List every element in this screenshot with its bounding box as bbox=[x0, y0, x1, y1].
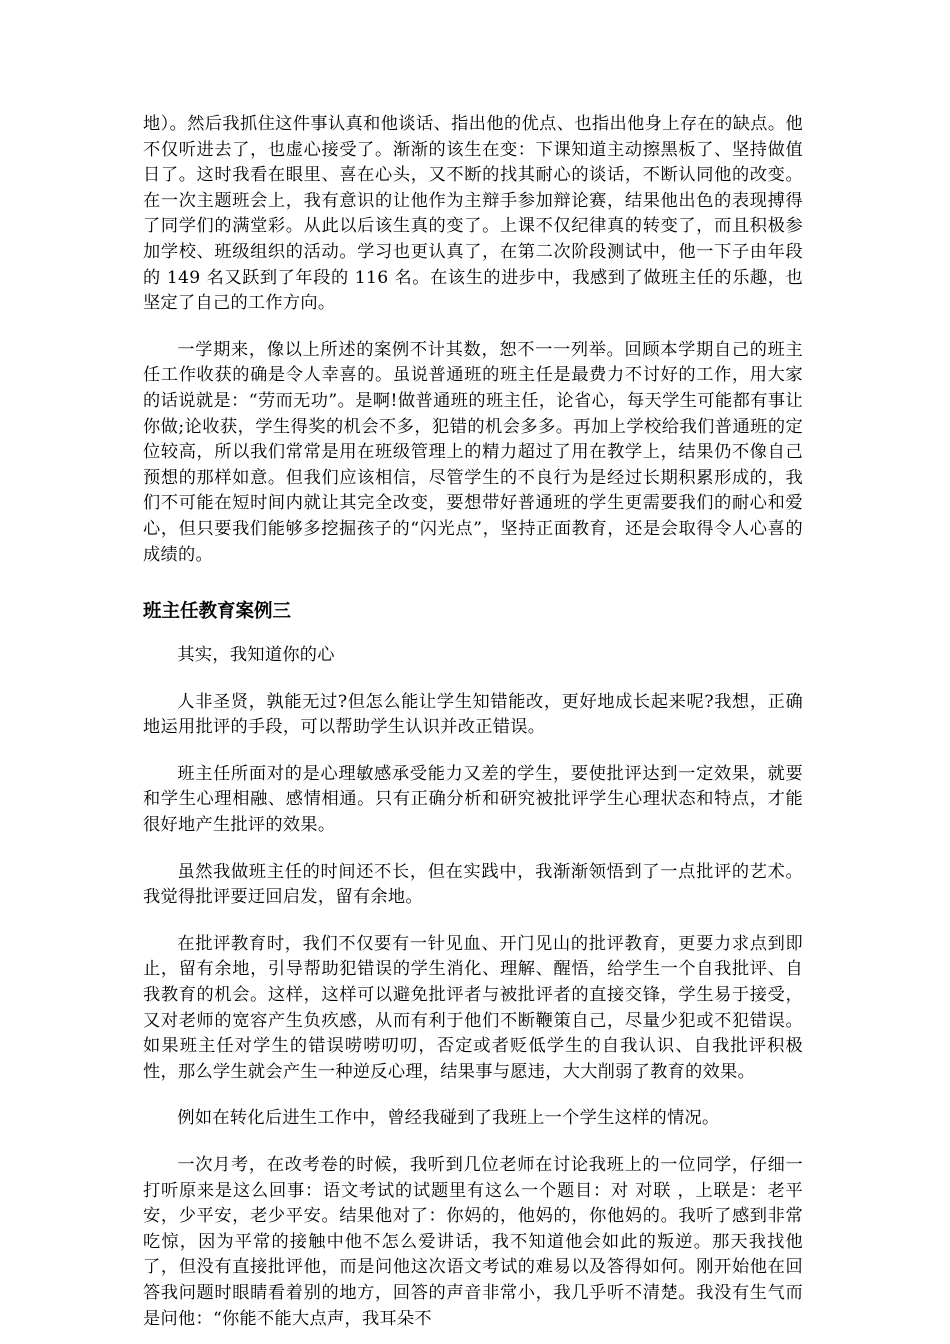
paragraph-summary: 一学期来，像以上所述的案例不计其数，恕不一一列举。回顾本学期自己的班主任工作收获的确是令人幸喜的。虽说普通班的班主任是最费力不讨好的工作，用大家的话说就是：“劳而无功”。是啊!做普通班的班主任，论省心，每天学生可能都有事让你做;论收获，学生得奖的机会不多，犯错的机会多多。再加上学校给我们普通班的定位较高，所以我们常常是用在班级管理上的精力超过了用在教学上，结果仍不像自己预想的那样如意。但我们应该相信，尽管学生的不良行为是经过长期积累形成的，我们不可能在短时间内就让其完全改变，要想带好普通班的学生更需要我们的耐心和爱心，但只要我们能够多挖掘孩子的“闪光点”，坚持正面教育，还是会取得令人心喜的成绩的。 bbox=[143, 339, 803, 565]
paragraph-intro: 人非圣贤，孰能无过?但怎么能让学生知错能改，更好地成长起来呢?我想，正确地运用批评的手段，可以帮助学生认识并改正错误。 bbox=[143, 691, 803, 738]
paragraph-psychology: 班主任所面对的是心理敏感承受能力又差的学生，要使批评达到一定效果，就要和学生心理相融、感情相通。只有正确分析和研究被批评学生心理状态和特点，才能很好地产生批评的效果。 bbox=[143, 763, 803, 836]
paragraph-example-intro: 例如在转化后进生工作中，曾经我碰到了我班上一个学生这样的情况。 bbox=[177, 1108, 720, 1129]
case-subtitle: 其实，我知道你的心 bbox=[177, 645, 335, 666]
paragraph-continued: 地）。然后我抓住这件事认真和他谈话、指出他的优点、也指出他身上存在的缺点。他不仅听进去了，也虚心接受了。渐渐的该生在变：下课知道主动擦黑板了、坚持做值日了。这时我看在眼里、喜在心头，又不断的找其耐心的谈话，不断认同他的改变。在一次主题班会上，我有意识的让他作为主辩手参加辩论赛，结果他出色的表现搏得了同学们的满堂彩。从此以后该生真的变了。上课不仅纪律真的转变了，而且积极参加学校、班级组织的活动。学习也更认真了，在第二次阶段测试中，他一下子由年段的 149 名又跃到了年段的 116 名。在该生的进步中，我感到了做班主任的乐趣，也坚定了自己的工作方向。 bbox=[143, 114, 803, 314]
section-heading: 班主任教育案例三 bbox=[143, 601, 292, 623]
paragraph-criticism-method: 在批评教育时，我们不仅要有一针见血、开门见山的批评教育，更要力求点到即止，留有余地，引导帮助犯错误的学生消化、理解、醒悟，给学生一个自我批评、自我教育的机会。这样，这样可以避免批评者与被批评者的直接交锋，学生易于接受，又对老师的宽容产生负疚感，从而有利于他们不断鞭策自己，尽量少犯或不犯错误。如果班主任对学生的错误唠唠叨叨，否定或者贬低学生的自我认识、自我批评积极性，那么学生就会产生一种逆反心理，结果事与愿违，大大削弱了教育的效果。 bbox=[143, 933, 803, 1082]
paragraph-art-of-criticism: 虽然我做班主任的时间还不长，但在实践中，我渐渐领悟到了一点批评的艺术。我觉得批评要迂回启发，留有余地。 bbox=[143, 861, 803, 908]
document-page bbox=[143, 112, 803, 1332]
paragraph-example-story: 一次月考，在改考卷的时候，我听到几位老师在讨论我班上的一位同学，仔细一打听原来是这么回事：语文考试的试题里有这么一个题目：对 对联 ，上联是：老平安，少平安，老少平安。结果他对了：你妈的，他妈的，你他妈的。我听了感到非常吃惊，因为平常的接触中他不怎么爱讲话，我不知道他会如此的叛逆。那天我找他了，但没有直接批评他，而是问他这次语文考试的难易以及答得如何。刚开始他在回答我问题时眼睛看着别的地方，回答的声音非常小，我几乎听不清楚。我没有生气而是问他：“你能不能大点声，我耳朵不 bbox=[143, 1155, 803, 1329]
